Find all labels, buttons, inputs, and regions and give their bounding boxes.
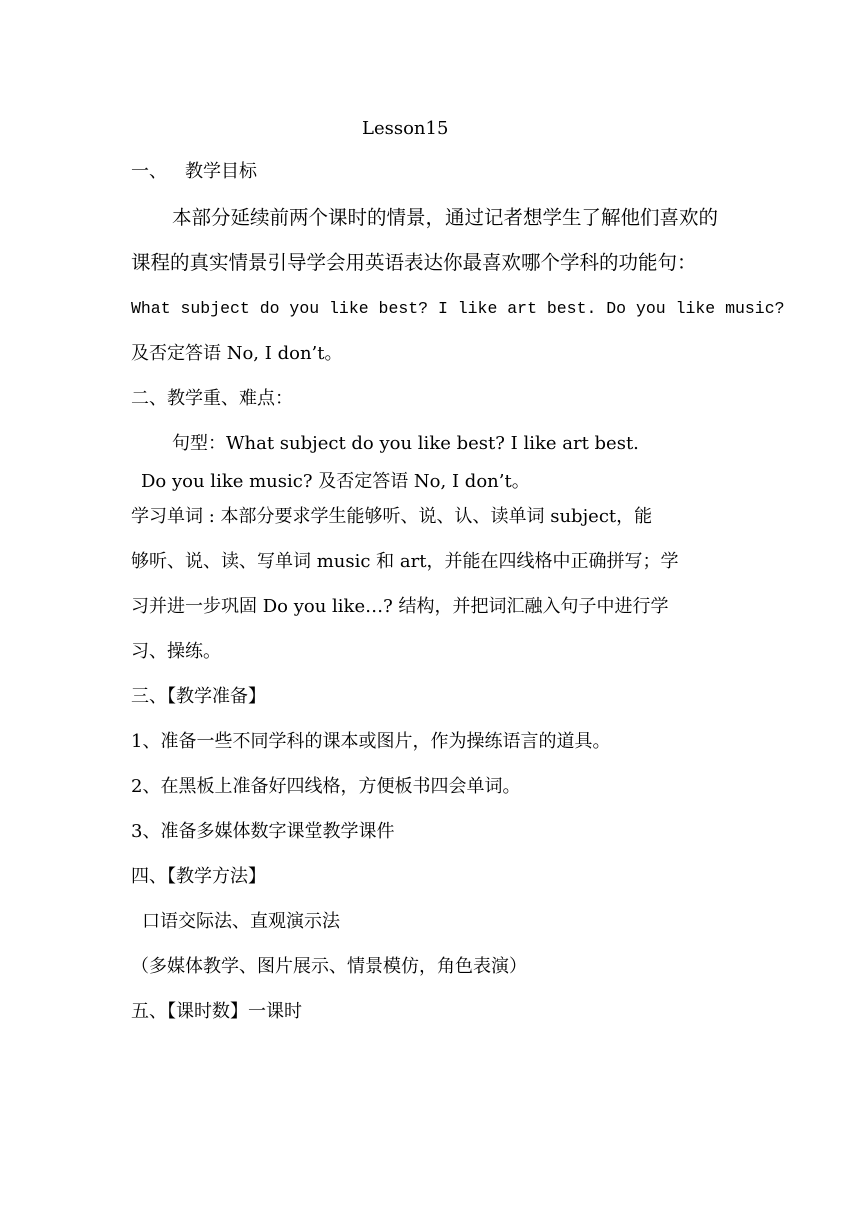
list-item: 2、在黑板上准备好四线格，方便板书四会单词。	[131, 776, 521, 797]
section-1-number: 一、	[131, 161, 167, 182]
section-2-line: Do you like music? 及否定答语 No, I don’t。	[141, 471, 530, 492]
section-1-paragraph-line: 本部分延续前两个课时的情景，通过记者想学生了解他们喜欢的	[172, 206, 719, 229]
section-5-heading: 五、【课时数】一课时	[131, 1001, 302, 1022]
section-2-line: 够听、说、读、写单词 music 和 art，并能在四线格中正确拼写；学	[131, 551, 679, 572]
section-4-heading: 四、【教学方法】	[131, 866, 266, 887]
section-2-line: 学习单词 : 本部分要求学生能够听、说、认、读单词 subject，能	[131, 506, 653, 527]
section-1-paragraph-line: 及否定答语 No, I don’t。	[131, 343, 343, 364]
section-4-line: （多媒体教学、图片展示、情景模仿，角色表演）	[131, 956, 527, 977]
section-1-heading: 教学目标	[185, 161, 257, 182]
section-2-line: 习、操练。	[131, 641, 221, 662]
lesson-title: Lesson15	[362, 118, 449, 139]
section-2-heading: 二、教学重、难点：	[131, 388, 293, 409]
section-2-line: 句型：What subject do you like best? I like art best.	[172, 433, 639, 454]
section-1-paragraph-line: 课程的真实情景引导学会用英语表达你最喜欢哪个学科的功能句：	[131, 251, 697, 274]
section-3-heading: 三、【教学准备】	[131, 686, 266, 707]
section-1-paragraph-line: What subject do you like best? I like art best. Do you like music?	[131, 299, 785, 318]
list-item: 1、准备一些不同学科的课本或图片，作为操练语言的道具。	[131, 731, 611, 752]
section-2-line: 习并进一步巩固 Do you like…? 结构，并把词汇融入句子中进行学	[131, 596, 669, 617]
section-4-line: 口语交际法、直观演示法	[142, 911, 340, 932]
list-item: 3、准备多媒体数字课堂教学课件	[131, 821, 395, 842]
